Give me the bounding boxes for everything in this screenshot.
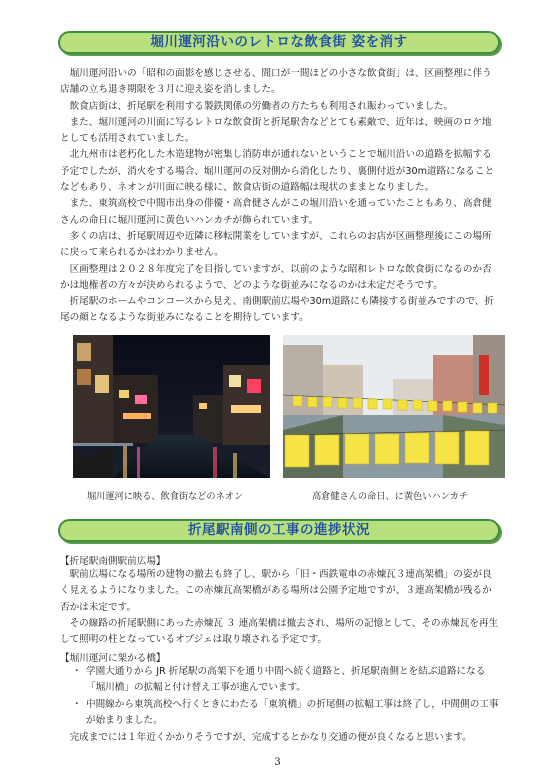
paragraph: 北九州市は老朽化した木造建物が密集し消防車が通れないということで堀川沿いの道路を拡幅する予定でしたが、消火をする場合、堀川運河の反対側から消化したり、裏側付近が30m道路になることなどもあり、ネオンが川面に映る様に、飲食店街の道路幅は現状のままとなりました。 [60, 149, 495, 194]
list-item: ・ 中間線から東筑高校へ行くときにわたる「東筑橋」の折尾側の拡幅工事は終了し，中間側の工事が始まりました。 [60, 697, 500, 730]
photo-yellow-handkerchiefs [283, 335, 505, 478]
section-title-construction: 折尾駅南側の工事の進捗状況 [58, 519, 500, 542]
paragraph: また、東筑高校で中間市出身の俳優・高倉健さんがこの堀川沿いを通っていたこともあり、高倉健さんの命日に堀川運河に黄色いハンカチが飾られています。 [60, 198, 492, 226]
subheading-station-plaza: 【折尾駅南側駅前広場】 [60, 556, 166, 567]
paragraph: 完成までには１年近くかかりそうですが、完成するとかなり交通の便が良くなると思います。 [69, 732, 472, 743]
subheading-canal-bridges: 【堀川運河に架かる橋】 [60, 653, 166, 664]
section1-body [60, 66, 500, 327]
paragraph: また、堀川運河の川面に写るレトロな飲食街と折尾駅舎などとても素敵で、近年は、映画のロケ地としても活用されていました。 [60, 116, 492, 145]
caption-right: 高倉健さんの命日、に黄色いハンカチ [312, 491, 469, 502]
closing-paragraph [60, 730, 500, 746]
paragraph: その線路の折尾駅側にあった赤煉瓦 ３ 連高架橋は撤去され、場所の記憶として、その赤煉瓦を再生して照明の柱となっているオブジェは取り壊される予定です。 [60, 617, 499, 646]
paragraph: 飲食店街は、折尾駅を利用する製鉄関係の労働者の方たちも利用され賑わっていました。 [69, 100, 454, 112]
bridge-list [60, 664, 500, 729]
paragraph: 折尾駅のホームやコンコースから見え、南側駅前広場や30m道路にも隣接する街並みですので、折尾の顔となるような街並みになることを期待しています。 [60, 296, 494, 324]
paragraph: 多くの店は、折尾駅周辺や近隣に移転開業をしていますが、これらのお店が区画整理後にこの場所に戻って来られるかはわかりません。 [60, 230, 492, 259]
page-number: 3 [274, 757, 281, 768]
section2-body [60, 567, 500, 648]
photo-canal-neon-night [73, 335, 270, 478]
list-item: ・ 学園大通りから JR 折尾駅の高架下を通り中間へ続く道路と、折尾駅南側とを結ぶ道路になる「堀川橋」の拡幅と付け替え工事が進んでいます。 [60, 664, 500, 697]
paragraph: 区画整理は２０２８年度完了を目指していますが、以前のような昭和レトロな飲食街になるのか否かは地権者の方々が決められるようで、どのような街並みになるのかは未定だそうです。 [60, 263, 492, 291]
paragraph: 駅前広場になる場所の建物の撤去も終了し、駅から「旧・西鉄電車の赤煉瓦３連高架橋」の姿が良く見えるようになりました。この赤煉瓦高架橋がある場所は公園予定地ですが、３連高架橋が残るか否かは未定です。 [60, 569, 492, 613]
section-title-retro-street: 堀川運河沿いのレトロな飲食街 姿を消す [58, 31, 500, 54]
caption-left: 堀川運河に映る、飲食街などのネオン [87, 491, 244, 502]
paragraph: 堀川運河沿いの「昭和の面影を感じさせる、間口が一間ほどの小さな飲食街」は、区画整理に伴う店舗の立ち退き期限を３月に迎え姿を消しました。 [60, 68, 492, 96]
